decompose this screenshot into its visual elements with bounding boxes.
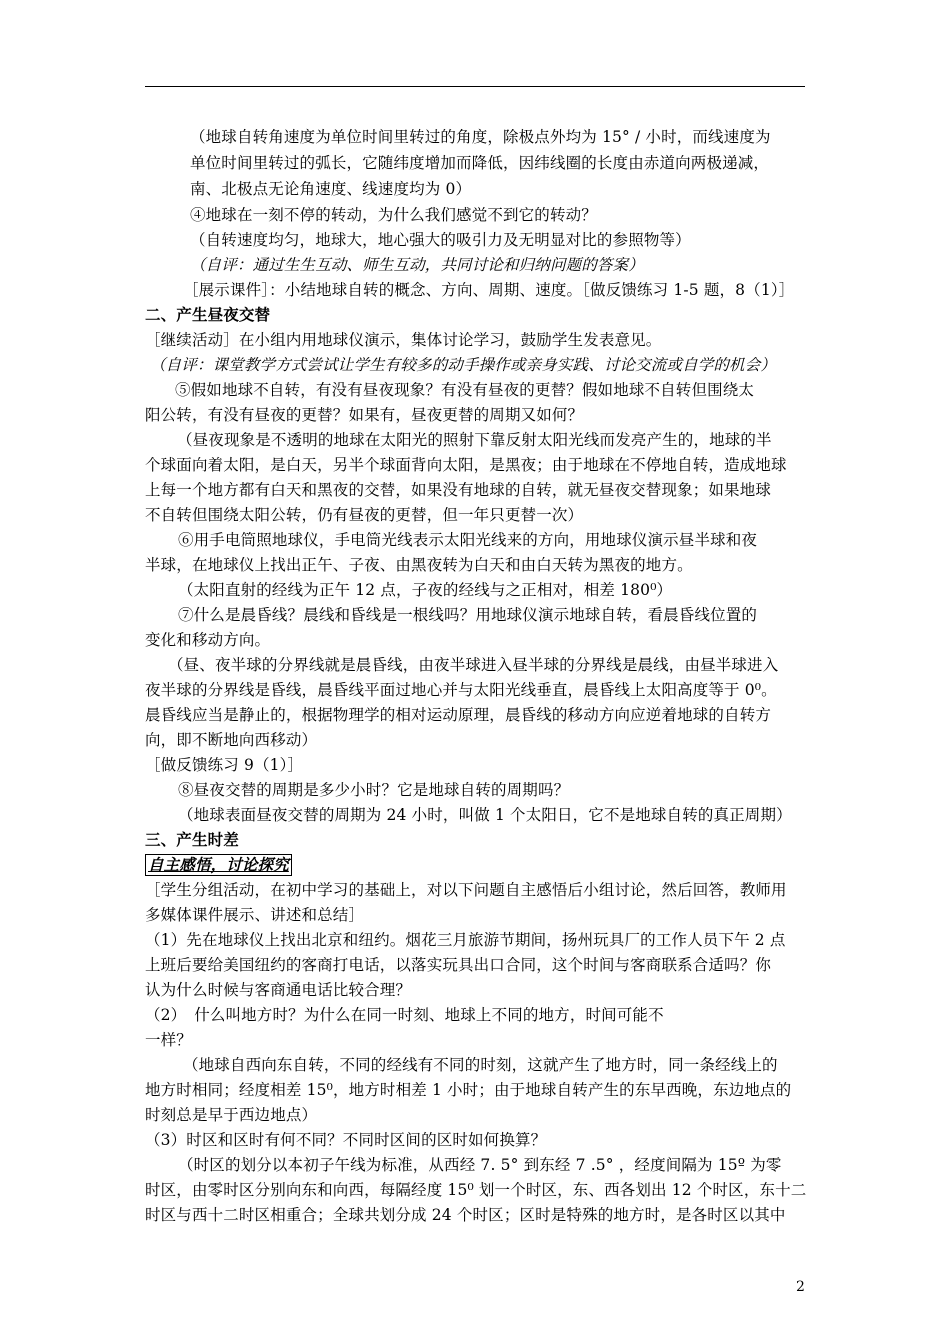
self-evaluation-note: （自评：课堂教学方式尝试让学生有较多的动手操作或亲身实践、讨论交流或自学的机会）: [150, 356, 777, 374]
text-line: 向，即不断地向西移动）: [145, 731, 318, 749]
text-line: 半球，在地球仪上找出正午、子夜、由黑夜转为白天和由白天转为黑夜的地方。: [145, 556, 693, 574]
section-heading: 三、产生时差: [145, 830, 239, 849]
text-line: （自转速度均匀，地球大，地心强大的吸引力及无明显对比的参照物等）: [190, 231, 691, 249]
text-line: 一样？: [145, 1031, 192, 1049]
text-line: （昼夜现象是不透明的地球在太阳光的照射下靠反射太阳光线而发亮产生的，地球的半: [177, 431, 772, 449]
text-line: （2） 什么叫地方时？为什么在同一时刻、地球上不同的地方，时间可能不: [145, 1006, 664, 1024]
text-line: 时区，由零时区分别向东和向西，每隔经度 15⁰ 划一个时区，东、西各划出 12 个时区，东十二: [145, 1181, 807, 1199]
text-line: 时刻总是早于西边地点）: [145, 1106, 318, 1124]
text-line: 上每一个地方都有白天和黑夜的交替，如果没有地球的自转，就无昼夜交替现象；如果地球: [145, 481, 772, 499]
text-line: 阳公转，有没有昼夜的更替？如果有，昼夜更替的周期又如何？: [145, 406, 584, 424]
text-line: 南、北极点无论角速度、线速度均为 0）: [190, 180, 472, 198]
text-line: 上班后要给美国纽约的客商打电话，以落实玩具出口合同，这个时间与客商联系合适吗？你: [145, 956, 772, 974]
text-line: （太阳直射的经线为正午 12 点，子夜的经线与之正相对，相差 180⁰）: [178, 581, 673, 599]
page-number: 2: [796, 1279, 805, 1295]
text-line: 多媒体课件展示、讲述和总结］: [145, 906, 365, 924]
text-line: 时区与西十二时区相重合；全球共划分成 24 个时区；区时是特殊的地方时，是各时区以其中: [145, 1206, 786, 1224]
self-evaluation-note: （自评：通过生生互动、师生互动，共同讨论和归纳问题的答案）: [190, 256, 644, 274]
text-line: （地球自西向东自转，不同的经线有不同的时刻，这就产生了地方时，同一条经线上的: [183, 1056, 778, 1074]
text-line: （地球表面昼夜交替的周期为 24 小时，叫做 1 个太阳日，它不是地球自转的真正周期）: [178, 806, 792, 824]
text-line: ⑥用手电筒照地球仪，手电筒光线表示太阳光线来的方向，用地球仪演示昼半球和夜: [178, 531, 758, 549]
text-line: 个球面向着太阳，是白天，另半个球面背向太阳，是黑夜；由于地球在不停地自转，造成地球: [145, 456, 787, 474]
activity-label: 自主感悟，讨论探究: [145, 854, 292, 876]
text-line: 晨昏线应当是静止的，根据物理学的相对运动原理，晨昏线的移动方向应逆着地球的自转方: [145, 706, 772, 724]
text-line: 地方时相同；经度相差 15⁰，地方时相差 1 小时；由于地球自转产生的东早西晚，东边地点的: [145, 1081, 792, 1099]
text-line: 变化和移动方向。: [145, 631, 271, 649]
header-rule: [145, 86, 805, 87]
text-line: 夜半球的分界线是昏线，晨昏线平面过地心并与太阳光线垂直，晨昏线上太阳高度等于 0⁰。: [145, 681, 777, 699]
text-line: ⑧昼夜交替的周期是多少小时？它是地球自转的周期吗？: [178, 781, 570, 799]
text-line: ［做反馈练习 9（1）］: [145, 756, 304, 774]
text-line: ⑦什么是晨昏线？晨线和昏线是一根线吗？用地球仪演示地球自转，看晨昏线位置的: [178, 606, 758, 624]
text-line: 认为什么时候与客商通电话比较合理？: [145, 981, 412, 999]
text-line: ④地球在一刻不停的转动，为什么我们感觉不到它的转动？: [190, 206, 597, 224]
text-line: （3）时区和区时有何不同？不同时区间的区时如何换算？: [145, 1131, 547, 1149]
text-line: （1）先在地球仪上找出北京和纽约。烟花三月旅游节期间，扬州玩具厂的工作人员下午 2 点: [145, 931, 786, 949]
text-line: （时区的划分以本初子午线为标准，从西经 7. 5° 到东经 7 .5° ，经度间隔为 15º 为零: [178, 1156, 782, 1174]
text-line: 单位时间里转过的弧长，它随纬度增加而降低，因纬线圈的长度由赤道向两极递减，: [190, 154, 770, 172]
text-line: （地球自转角速度为单位时间里转过的角度，除极点外均为 15° / 小时，而线速度为: [190, 128, 771, 146]
text-line: （昼、夜半球的分界线就是晨昏线，由夜半球进入昼半球的分界线是晨线，由昼半球进入: [168, 656, 779, 674]
text-line: ［展示课件］：小结地球自转的概念、方向、周期、速度。［做反馈练习 1-5 题，8（1）］: [183, 281, 795, 299]
text-line: 不自转但围绕太阳公转，仍有昼夜的更替，但一年只更替一次）: [145, 506, 584, 524]
text-line: ［学生分组活动，在初中学习的基础上，对以下问题自主感悟后小组讨论，然后回答，教师用: [145, 881, 787, 899]
section-heading: 二、产生昼夜交替: [145, 305, 271, 324]
text-line: ［继续活动］在小组内用地球仪演示，集体讨论学习，鼓励学生发表意见。: [145, 331, 662, 349]
text-line: ⑤假如地球不自转，有没有昼夜现象？有没有昼夜的更替？假如地球不自转但围绕太: [175, 381, 755, 399]
